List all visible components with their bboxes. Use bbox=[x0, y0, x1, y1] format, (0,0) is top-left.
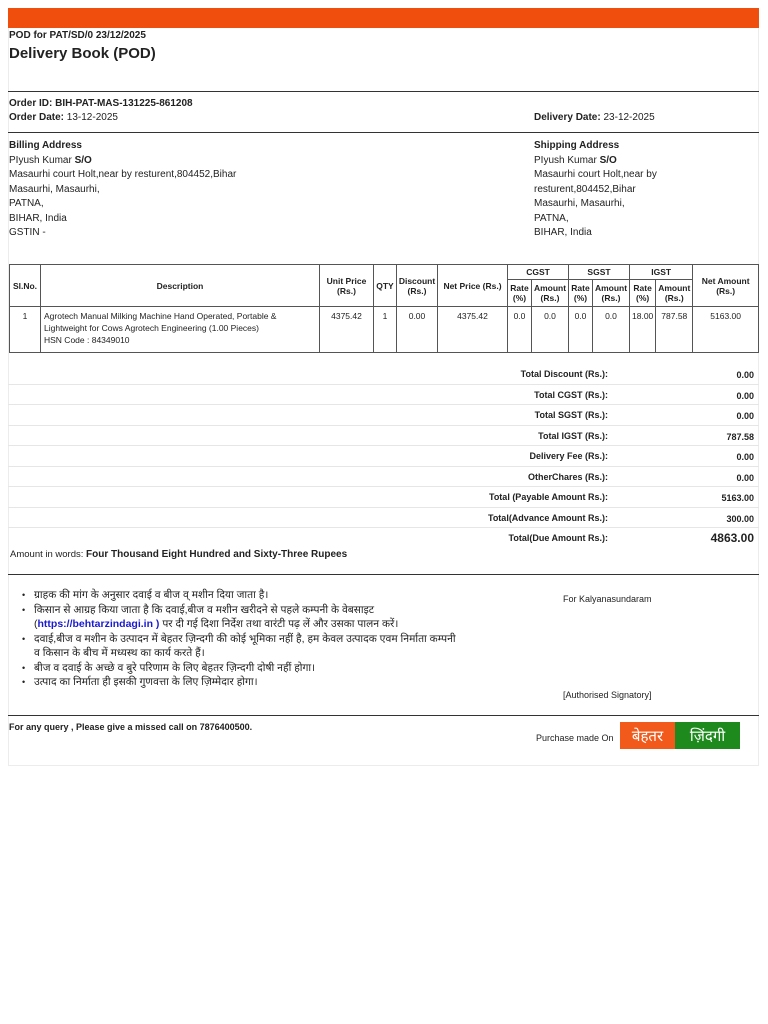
total-row bbox=[8, 487, 759, 508]
shipping-so: S/O bbox=[599, 154, 617, 166]
delivery-date-value: 23-12-2025 bbox=[603, 112, 655, 123]
shipping-name-line bbox=[534, 154, 734, 169]
col-sgst: SGST bbox=[569, 265, 630, 280]
shipping-name: PIyush Kumar bbox=[534, 154, 597, 166]
items-table bbox=[9, 264, 759, 353]
total-igst-label: Total IGST (Rs.): bbox=[538, 430, 608, 441]
total-row bbox=[8, 446, 759, 467]
shipping-line5: BIHAR, India bbox=[534, 227, 592, 238]
total-advance-label: Total(Advance Amount Rs.): bbox=[487, 512, 608, 523]
header-accent-bar bbox=[8, 8, 759, 28]
total-sgst-label: Total SGST (Rs.): bbox=[534, 410, 608, 420]
total-igst-value: 787.58 bbox=[726, 431, 754, 442]
item-description: Agrotech Manual Milking Machine Hand Operated, Portable & Lightweight for Cows Agrotech Engineering (1.00 Pieces) bbox=[44, 311, 277, 333]
cell-igst-rate: 18.00 bbox=[630, 307, 656, 353]
col-igst-rate: Rate (%) bbox=[630, 280, 656, 307]
divider bbox=[8, 715, 759, 716]
billing-line2: Masaurhi, Masaurhi, bbox=[9, 183, 100, 195]
total-row bbox=[8, 364, 759, 385]
total-row bbox=[8, 467, 759, 488]
list-item: • उत्पाद का निर्माता ही इसकी गुणवत्ता के लिए ज़िम्मेदार होगा। bbox=[22, 675, 462, 690]
logo-left: बेहतर bbox=[620, 722, 675, 749]
col-net-amount: Net Amount (Rs.) bbox=[693, 265, 759, 307]
total-due-label: Total(Due Amount Rs.): bbox=[508, 533, 608, 543]
other-charges-value: 0.00 bbox=[736, 472, 754, 483]
total-cgst-value: 0.00 bbox=[736, 390, 754, 401]
col-net-price: Net Price (Rs.) bbox=[438, 265, 508, 307]
divider bbox=[8, 91, 759, 92]
total-due-value: 4863.00 bbox=[710, 531, 754, 545]
col-igst-amount: Amount (Rs.) bbox=[656, 280, 693, 307]
total-row bbox=[8, 405, 759, 426]
billing-name-line bbox=[9, 154, 309, 169]
cell-net-amount: 5163.00 bbox=[693, 307, 759, 353]
col-discount: Discount (Rs.) bbox=[397, 265, 438, 307]
shipping-line1: Masaurhi court Holt,near by bbox=[534, 169, 657, 180]
col-unit-price: Unit Price (Rs.) bbox=[320, 265, 374, 307]
col-sgst-rate: Rate (%) bbox=[569, 280, 593, 307]
totals-section bbox=[8, 364, 759, 549]
purchase-made-on: Purchase made On bbox=[536, 733, 614, 743]
total-advance-value: 300.00 bbox=[726, 513, 754, 524]
cell-unit-price: 4375.42 bbox=[320, 307, 374, 353]
table-row bbox=[10, 307, 759, 353]
order-date-value: 13-12-2025 bbox=[66, 112, 118, 123]
signatory-for: For Kalyanasundaram bbox=[563, 594, 652, 604]
page-title: Delivery Book (POD) bbox=[9, 45, 156, 62]
billing-gstin: GSTIN - bbox=[9, 227, 46, 238]
total-discount-label: Total Discount (Rs.): bbox=[520, 369, 608, 379]
amount-in-words-value: Four Thousand Eight Hundred and Sixty-Three Rupees bbox=[86, 549, 348, 560]
table-header-row bbox=[10, 265, 759, 280]
col-igst: IGST bbox=[630, 265, 693, 280]
list-item bbox=[22, 603, 462, 632]
total-row bbox=[8, 528, 759, 549]
col-sgst-amount: Amount (Rs.) bbox=[593, 280, 630, 307]
query-note: For any query , Please give a missed call on 7876400500. bbox=[9, 722, 253, 732]
terms-list bbox=[22, 588, 462, 690]
total-row bbox=[8, 385, 759, 406]
cell-slno: 1 bbox=[10, 307, 41, 353]
list-item: • दवाई,बीज व मशीन के उत्पादन में बेहतर ज़िन्दगी की कोई भूमिका नहीं है, हम केवल उत्पादक एवम निर्माता कम्पनी व किसान के बीच में मध्यस्थ का कार्य करते हैं। bbox=[22, 632, 462, 661]
note-text: पर दी गई दिशा निर्देश तथा वारंटी पढ़ लें और उसका पालन करें। bbox=[159, 618, 399, 630]
col-cgst-amount: Amount (Rs.) bbox=[532, 280, 569, 307]
total-discount-value: 0.00 bbox=[736, 370, 754, 380]
total-payable-value: 5163.00 bbox=[721, 493, 754, 503]
cell-net-price: 4375.42 bbox=[438, 307, 508, 353]
cell-cgst-rate: 0.0 bbox=[508, 307, 532, 353]
cell-cgst-amount: 0.0 bbox=[532, 307, 569, 353]
shipping-heading: Shipping Address bbox=[534, 140, 620, 151]
order-id-value: BIH-PAT-MAS-131225-861208 bbox=[55, 98, 193, 109]
logo-right: ज़िंदगी bbox=[675, 722, 740, 749]
shipping-line3: Masaurhi, Masaurhi, bbox=[534, 198, 625, 209]
list-item: • बीज व दवाई के अच्छे व बुरे परिणाम के लिए बेहतर ज़िन्दगी दोषी नहीं होगा। bbox=[22, 661, 462, 676]
other-charges-label: OtherChares (Rs.): bbox=[527, 471, 608, 482]
amount-in-words-label: Amount in words: bbox=[10, 549, 84, 560]
pod-reference: POD for PAT/SD/0 23/12/2025 bbox=[9, 30, 146, 41]
col-cgst-rate: Rate (%) bbox=[508, 280, 532, 307]
order-date bbox=[9, 112, 118, 123]
billing-line4: BIHAR, India bbox=[9, 212, 67, 224]
order-id-label: Order ID: bbox=[9, 98, 53, 109]
cell-sgst-amount: 0.0 bbox=[593, 307, 630, 353]
billing-address bbox=[9, 139, 309, 241]
col-cgst: CGST bbox=[508, 265, 569, 280]
billing-line1: Masaurhi court Holt,near by resturent,804452,Bihar bbox=[9, 169, 237, 180]
behtar-zindagi-logo bbox=[620, 722, 740, 749]
divider bbox=[8, 574, 759, 575]
cell-sgst-rate: 0.0 bbox=[569, 307, 593, 353]
cell-discount: 0.00 bbox=[397, 307, 438, 353]
billing-heading: Billing Address bbox=[9, 140, 82, 151]
col-slno: Sl.No. bbox=[10, 265, 41, 307]
website-link[interactable]: https://behtarzindagi.in ) bbox=[37, 618, 160, 630]
col-qty: QTY bbox=[374, 265, 397, 307]
cell-qty: 1 bbox=[374, 307, 397, 353]
delivery-fee-label: Delivery Fee (Rs.): bbox=[529, 451, 608, 461]
amount-in-words bbox=[10, 549, 347, 560]
billing-line3: PATNA, bbox=[9, 198, 44, 209]
delivery-fee-value: 0.00 bbox=[736, 452, 754, 462]
shipping-address bbox=[534, 139, 734, 241]
shipping-line2: resturent,804452,Bihar bbox=[534, 183, 636, 195]
col-description: Description bbox=[41, 265, 320, 307]
order-date-label: Order Date: bbox=[9, 112, 65, 123]
total-cgst-label: Total CGST (Rs.): bbox=[534, 389, 608, 400]
divider bbox=[8, 132, 759, 133]
authorised-signatory: [Authorised Signatory] bbox=[563, 690, 652, 700]
billing-so: S/O bbox=[74, 154, 92, 166]
delivery-date bbox=[534, 112, 655, 123]
order-id bbox=[9, 98, 193, 109]
item-hsn: HSN Code : 84349010 bbox=[44, 335, 130, 345]
list-item: • ग्राहक की मांग के अनुसार दवाई व बीज व् मशीन दिया जाता है। bbox=[22, 588, 462, 603]
note-text: किसान से आग्रह किया जाता है कि दवाई,बीज व मशीन खरीदने से पहले कम्पनी के वेबसाइट ( bbox=[34, 603, 375, 630]
billing-name: PIyush Kumar bbox=[9, 154, 72, 166]
delivery-date-label: Delivery Date: bbox=[534, 112, 601, 123]
total-row bbox=[8, 426, 759, 447]
cell-description bbox=[41, 307, 320, 353]
total-sgst-value: 0.00 bbox=[736, 411, 754, 421]
total-payable-label: Total (Payable Amount Rs.): bbox=[488, 492, 608, 502]
shipping-line4: PATNA, bbox=[534, 212, 569, 224]
cell-igst-amount: 787.58 bbox=[656, 307, 693, 353]
total-row bbox=[8, 508, 759, 529]
